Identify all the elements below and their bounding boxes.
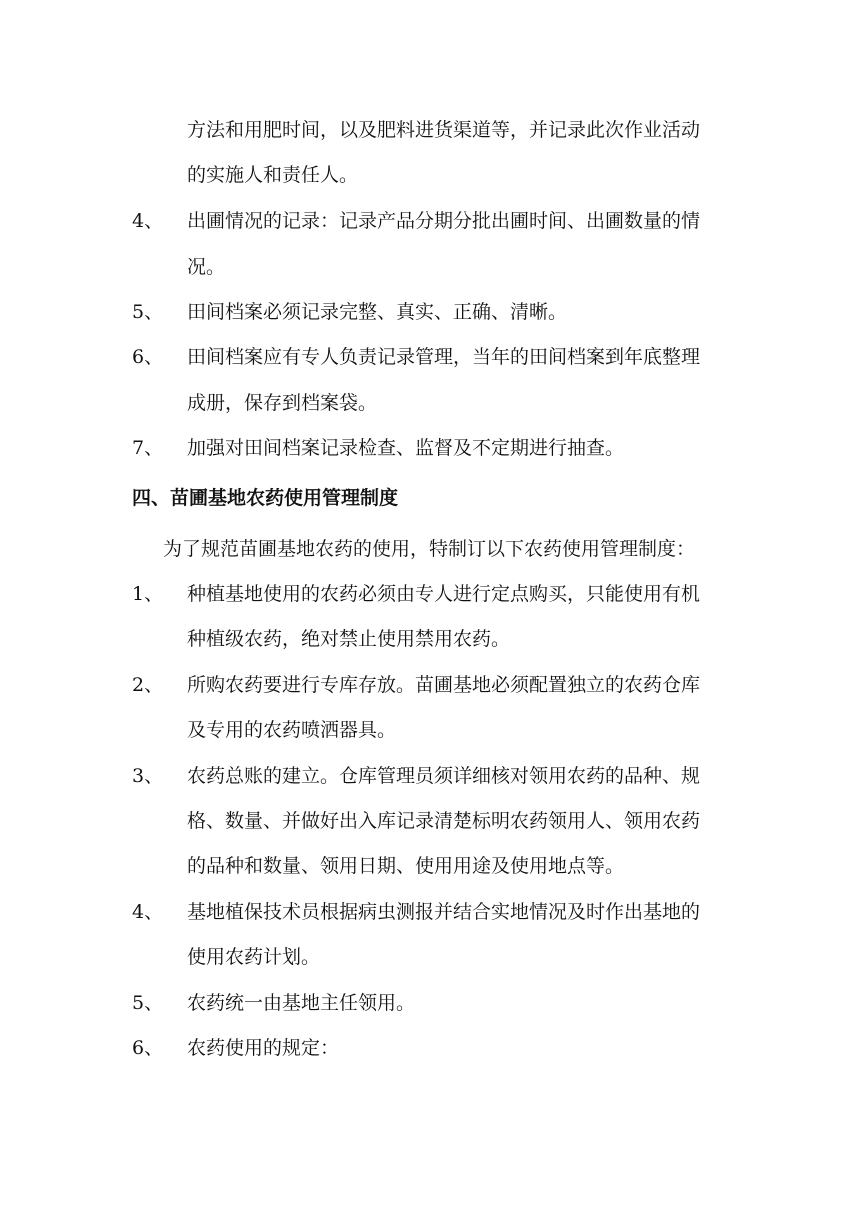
list-item-text: 农药使用的规定： [187,1037,340,1059]
list-item-text: 田间档案应有专人负责记录管理，当年的田间档案到年底整理 [187,346,701,368]
list-item-number: 5、 [132,992,164,1014]
list-item-text: 种植级农药，绝对禁止使用禁用农药。 [187,628,511,650]
section-intro: 为了规范苗圃基地农药的使用，特制订以下农药使用管理制度： [163,538,696,560]
list-item-text: 成册，保存到档案袋。 [187,392,378,414]
list-item-number: 2、 [132,674,164,696]
list-item-text: 农药统一由基地主任领用。 [187,992,416,1014]
paragraph-line: 方法和用肥时间，以及肥料进货渠道等，并记录此次作业活动 [187,119,701,141]
list-item-number: 5、 [132,301,164,323]
list-item-text: 使用农药计划。 [187,946,321,968]
list-item-number: 1、 [132,583,164,605]
list-item-text: 况。 [187,256,226,278]
list-item-text: 种植基地使用的农药必须由专人进行定点购买，只能使用有机 [187,583,701,605]
list-item-number: 3、 [132,765,164,787]
list-item-number: 6、 [132,1037,164,1059]
list-item-text: 的品种和数量、领用日期、使用用途及使用地点等。 [187,855,625,877]
list-item-number: 7、 [132,437,164,459]
list-item-number: 4、 [132,901,164,923]
list-item-text: 农药总账的建立。仓库管理员须详细核对领用农药的品种、规 [187,765,701,787]
list-item-text: 田间档案必须记录完整、真实、正确、清晰。 [187,301,568,323]
list-item-text: 及专用的农药喷洒器具。 [187,719,397,741]
list-item-text: 基地植保技术员根据病虫测报并结合实地情况及时作出基地的 [187,901,701,923]
section-heading: 四、苗圃基地农药使用管理制度 [132,487,399,509]
list-item-text: 格、数量、并做好出入库记录清楚标明农药领用人、领用农药 [187,810,701,832]
list-item-text: 所购农药要进行专库存放。苗圃基地必须配置独立的农药仓库 [187,674,701,696]
paragraph-line: 的实施人和责任人。 [187,164,359,186]
list-item-text: 加强对田间档案记录检查、监督及不定期进行抽查。 [187,437,625,459]
list-item-text: 出圃情况的记录：记录产品分期分批出圃时间、出圃数量的情 [187,210,701,232]
list-item-number: 4、 [132,210,164,232]
list-item-number: 6、 [132,346,164,368]
